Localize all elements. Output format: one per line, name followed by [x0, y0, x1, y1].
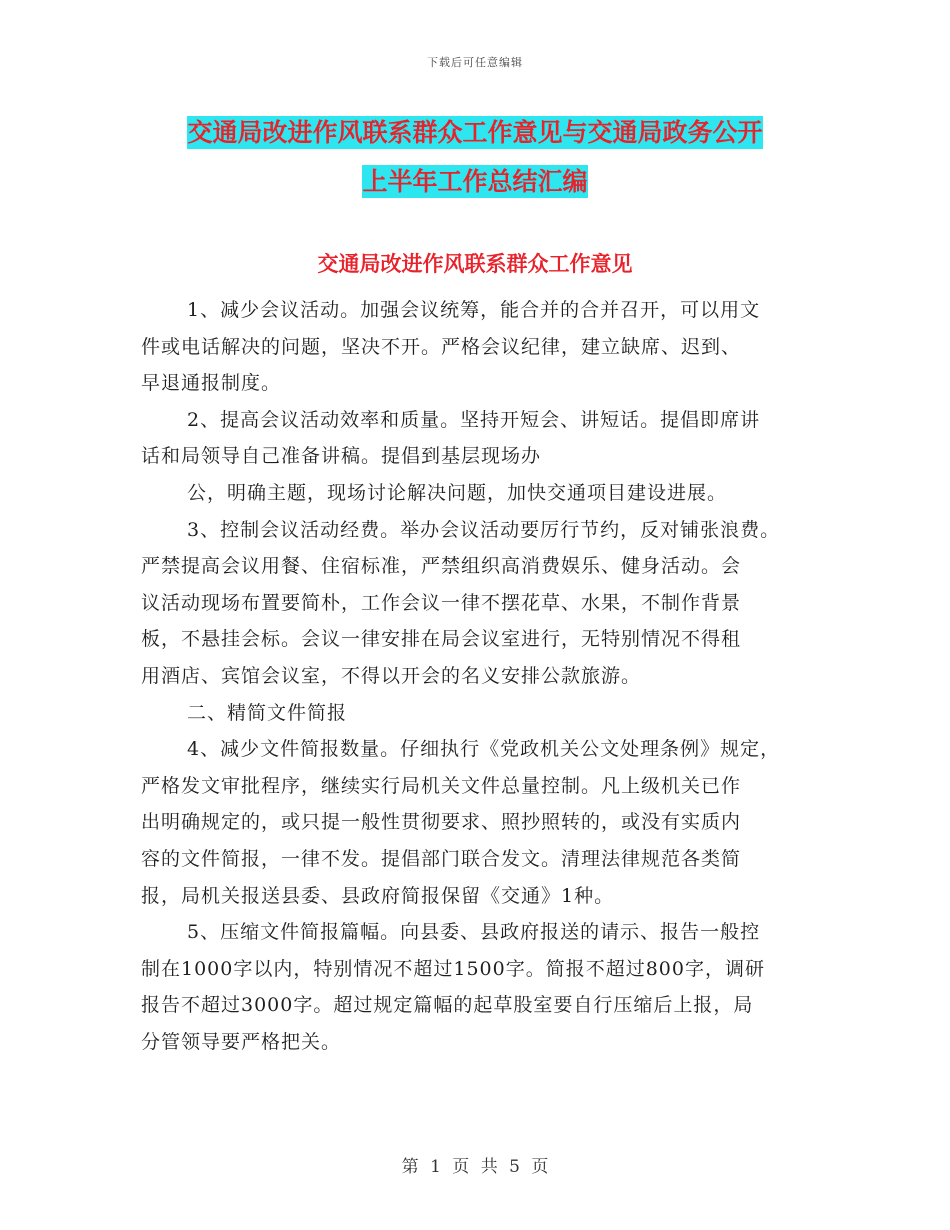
body-line: 公，明确主题，现场讨论解决问题，加快交通项目建设进展。 — [187, 481, 728, 504]
body-line: 报告不超过3000字。超过规定篇幅的起草股室要自行压缩后上报，局 — [141, 994, 754, 1017]
body-line: 件或电话解决的问题，坚决不开。严格会议纪律，建立缺席、迟到、 — [141, 335, 742, 358]
body-line: 3、控制会议活动经费。举办会议活动要厉行节约，反对铺张浪费。 — [187, 518, 781, 541]
document-title-line-1: 交通局改进作风联系群众工作意见与交通局政务公开 — [187, 118, 763, 147]
body-text — [0, 292, 950, 1060]
body-line: 话和局领导自己准备讲稿。提倡到基层现场办 — [141, 445, 542, 468]
body-line: 制在1000字以内，特别情况不超过1500字。简报不超过800字，调研 — [141, 957, 765, 980]
body-line: 出明确规定的，或只提一般性贯彻要求、照抄照转的，或没有实质内 — [141, 811, 742, 834]
document-title-line-2: 上半年工作总结汇编 — [362, 167, 588, 196]
body-line: 严禁提高会议用餐、住宿标准，严禁组织高消费娱乐、健身活动。会 — [141, 555, 742, 578]
body-line: 5、压缩文件简报篇幅。向县委、县政府报送的请示、报告一般控 — [187, 921, 761, 944]
body-line: 容的文件简报，一律不发。提倡部门联合发文。清理法律规范各类简 — [141, 847, 742, 870]
body-line: 早退通报制度。 — [141, 372, 282, 395]
page-header: 下载后可任意编辑 — [427, 56, 523, 69]
body-line: 分管领导要严格把关。 — [141, 1030, 342, 1053]
body-line: 1、减少会议活动。加强会议统筹，能合并的合并召开，可以用文 — [187, 299, 761, 321]
document-title — [0, 108, 950, 206]
body-line: 二、精简文件简报 — [187, 701, 348, 724]
body-line: 报，局机关报送县委、县政府简报保留《交通》1种。 — [141, 884, 615, 907]
body-line: 4、减少文件简报数量。仔细执行《党政机关公文处理条例》规定， — [187, 738, 781, 761]
body-line: 议活动现场布置要简朴，工作会议一律不摆花草、水果，不制作背景 — [141, 591, 742, 614]
body-line: 用酒店、宾馆会议室，不得以开会的名义安排公款旅游。 — [141, 664, 642, 687]
body-line: 板，不悬挂会标。会议一律安排在局会议室进行，无特别情况不得租 — [141, 628, 742, 651]
body-line: 严格发文审批程序，继续实行局机关文件总量控制。凡上级机关已作 — [141, 774, 742, 797]
section-title: 交通局改进作风联系群众工作意见 — [317, 252, 633, 276]
body-line: 2、提高会议活动效率和质量。坚持开短会、讲短话。提倡即席讲 — [187, 408, 761, 431]
page-footer: 第 1 页 共 5 页 — [401, 1157, 549, 1177]
